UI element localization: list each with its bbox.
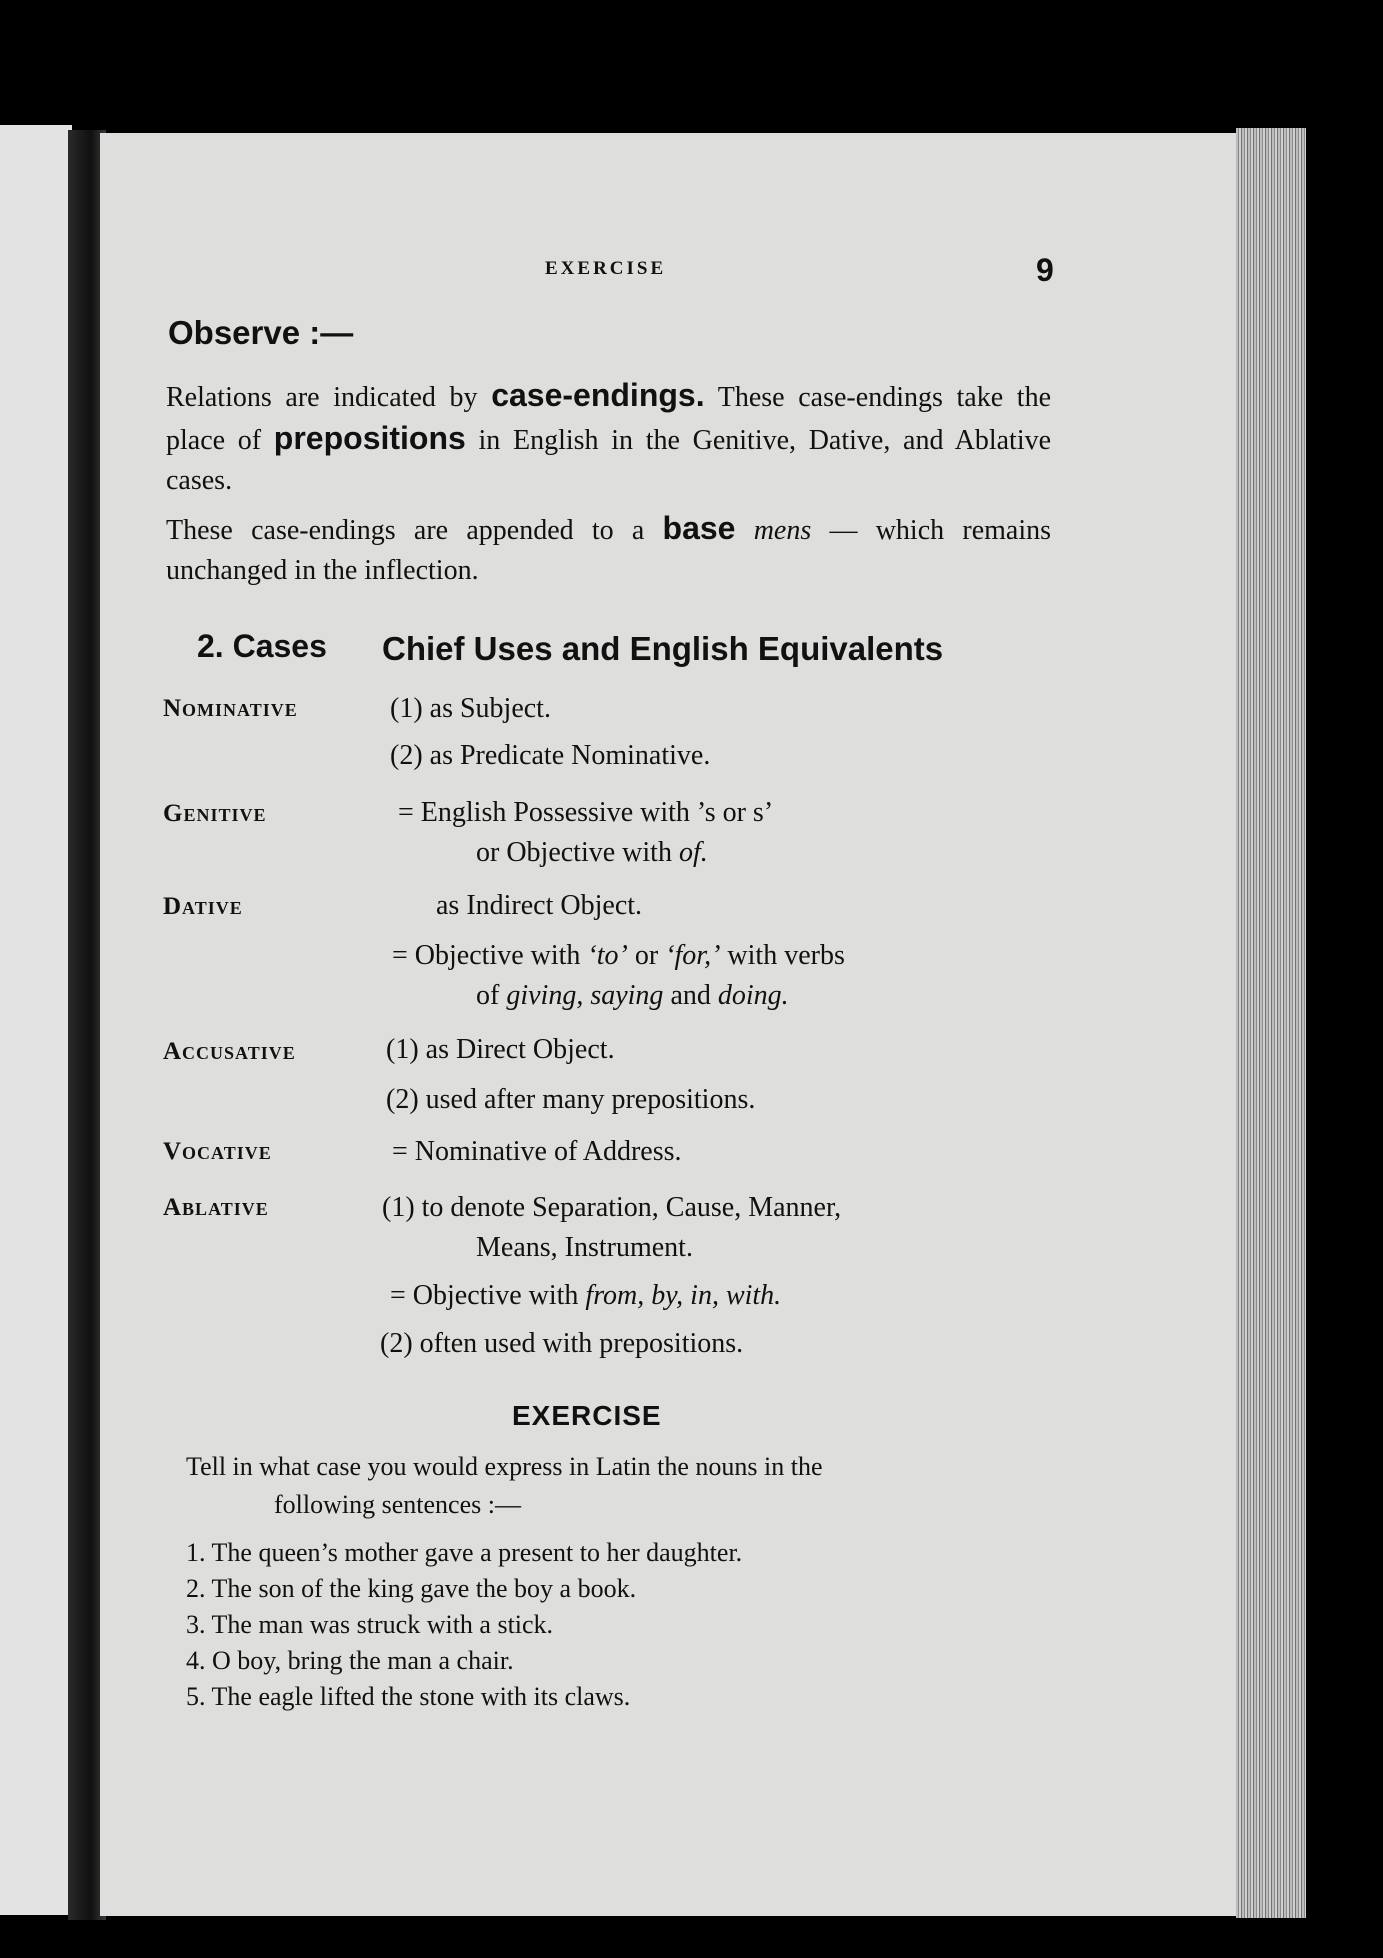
- exercise-item: 2. The son of the king gave the boy a book.: [186, 1574, 637, 1603]
- page-edge-stack: [1236, 128, 1306, 1918]
- p2-text-b: — which remains unchanged in the inflection.: [166, 515, 1052, 586]
- observe-paragraph-1: [166, 375, 1051, 501]
- dative-italic-doing: doing.: [717, 980, 789, 1011]
- accusative-use-1: (1) as Direct Object.: [386, 1034, 615, 1065]
- case-vocative: Vocative: [163, 1138, 272, 1165]
- dative-text-a: = Objective with: [392, 940, 588, 971]
- p2-text-a: These case-endings are appended to a: [166, 515, 645, 546]
- observe-paragraph-2: [166, 508, 1051, 591]
- page-number: 9: [1036, 252, 1054, 288]
- p1-text-b: These case-endings take the place of: [166, 382, 1052, 456]
- dative-italic-to: ‘to’: [587, 940, 628, 971]
- p2-latin-mens: mens: [753, 515, 812, 546]
- ablative-use-4: (2) often used with prepositions.: [380, 1328, 744, 1359]
- genitive-use-1: = English Possessive with ’s or s’: [398, 797, 774, 828]
- exercise-item: 4. O boy, bring the man a chair.: [186, 1646, 514, 1675]
- genitive-use-2-text: or Objective with: [476, 837, 679, 868]
- dative-text-or: or: [627, 940, 666, 971]
- ablative-use-2: Means, Instrument.: [476, 1232, 693, 1263]
- p2-term-base: base: [662, 510, 736, 546]
- vocative-use-1: = Nominative of Address.: [392, 1136, 682, 1167]
- exercise-instruction-line-2: following sentences :—: [274, 1490, 521, 1519]
- exercise-instruction-line-1: Tell in what case you would express in Latin the nouns in the: [186, 1452, 823, 1481]
- p1-term-prepositions: prepositions: [273, 420, 466, 456]
- dative-italic-giving: giving,: [506, 980, 584, 1011]
- facing-page-edge: [0, 125, 72, 1915]
- case-accusative: Accusative: [163, 1038, 296, 1065]
- p1-text-a: Relations are indicated by: [166, 382, 478, 413]
- exercise-item: 3. The man was struck with a stick.: [186, 1610, 554, 1639]
- ablative-use-3: [390, 1280, 781, 1312]
- exercise-title: EXERCISE: [512, 1400, 662, 1431]
- dative-use-2: [392, 940, 845, 972]
- genitive-use-2: [476, 837, 708, 869]
- uses-heading: Chief Uses and English Equivalents: [382, 630, 944, 667]
- ablative-text: = Objective with: [390, 1280, 586, 1311]
- case-nominative: Nominative: [163, 695, 298, 722]
- dative-use-3: [476, 980, 789, 1012]
- observe-heading: Observe :—: [168, 314, 354, 351]
- dative-italic-saying: saying: [590, 980, 664, 1011]
- nominative-use-2: (2) as Predicate Nominative.: [390, 740, 711, 771]
- dative-text-and: and: [663, 980, 718, 1011]
- case-ablative: Ablative: [163, 1194, 269, 1221]
- p1-term-case-endings: case-endings.: [491, 377, 705, 413]
- cases-heading: 2. Cases: [197, 628, 327, 664]
- dative-use-1: as Indirect Object.: [436, 890, 643, 921]
- genitive-use-2-italic: of.: [678, 837, 708, 868]
- p1-text-c: in English in the Genitive, Dative, and Ablative cases.: [166, 425, 1052, 496]
- case-genitive: Genitive: [163, 800, 267, 827]
- dative-text-of: of: [476, 980, 507, 1011]
- running-head: EXERCISE: [545, 258, 667, 279]
- exercise-item: 5. The eagle lifted the stone with its claws.: [186, 1682, 631, 1711]
- accusative-use-2: (2) used after many prepositions.: [386, 1084, 756, 1115]
- ablative-use-1: (1) to denote Separation, Cause, Manner,: [382, 1192, 842, 1223]
- exercise-item: 1. The queen’s mother gave a present to her daughter.: [186, 1538, 743, 1567]
- dative-italic-for: ‘for,’: [665, 940, 721, 971]
- case-dative: Dative: [163, 893, 243, 920]
- nominative-use-1: (1) as Subject.: [390, 693, 551, 724]
- dative-text-with-verbs: with verbs: [720, 940, 845, 971]
- ablative-italic: from, by, in, with.: [585, 1280, 782, 1311]
